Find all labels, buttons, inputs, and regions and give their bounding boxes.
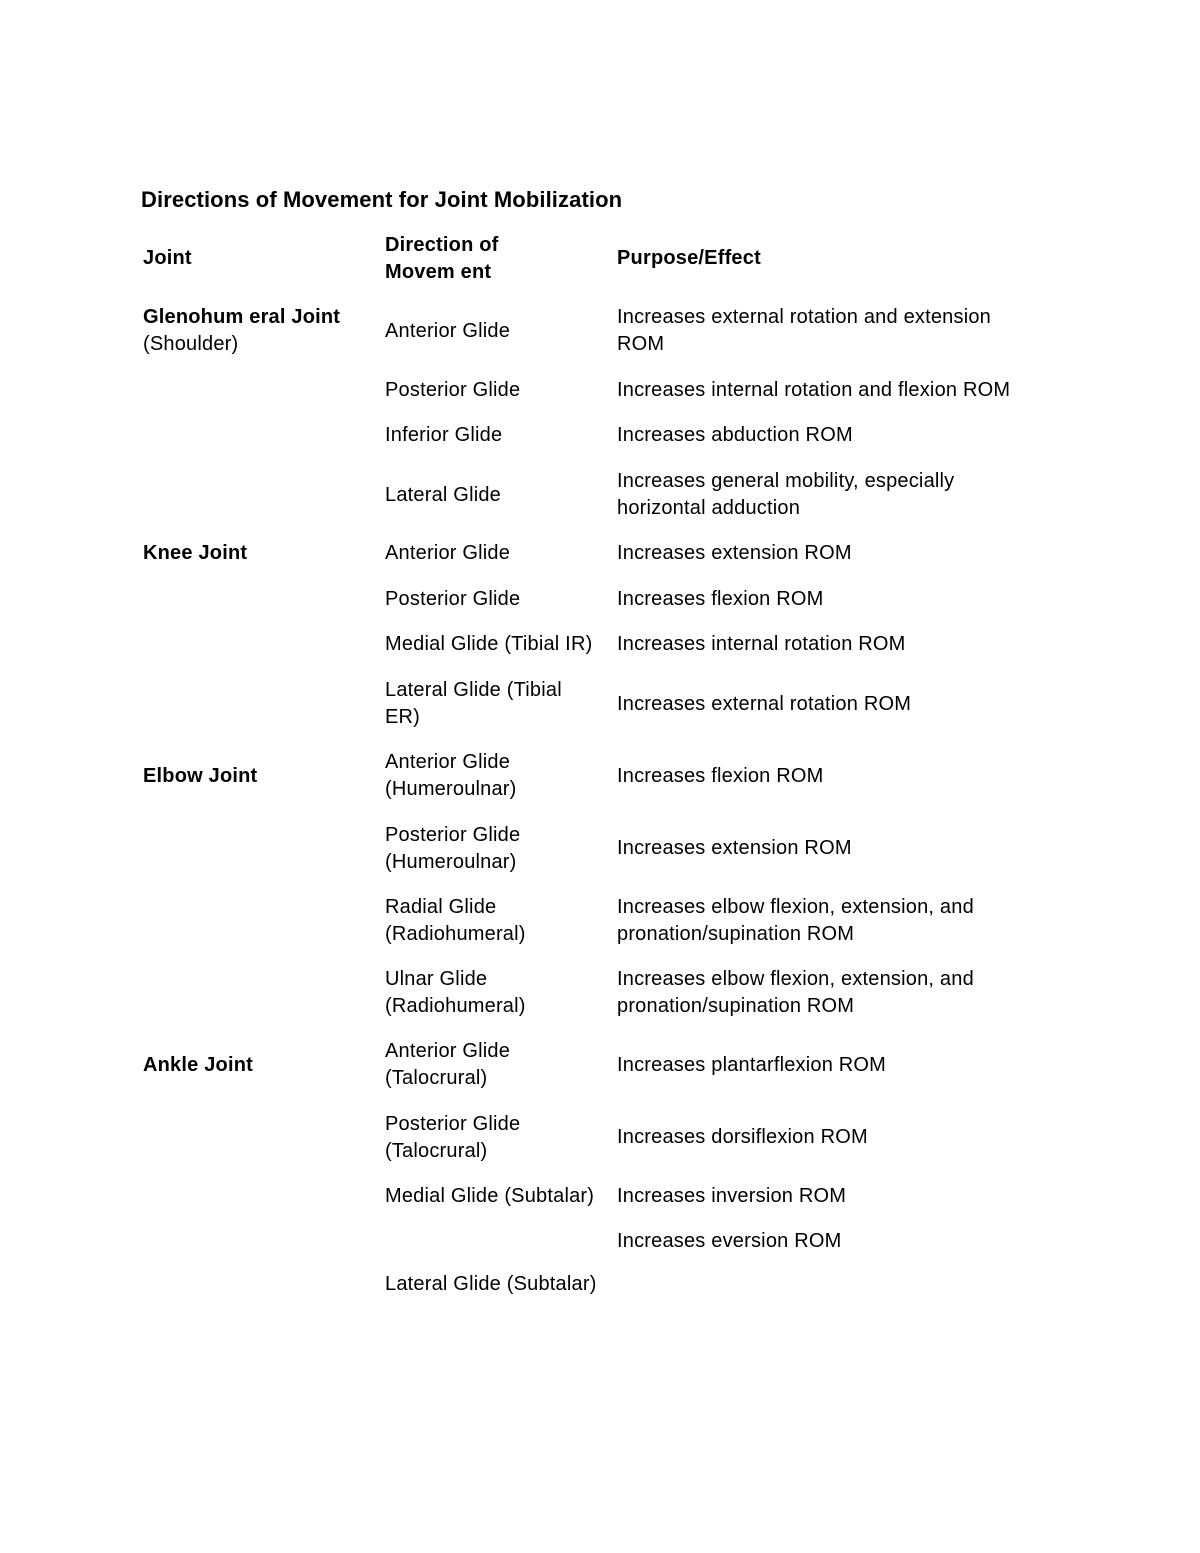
header-direction-line1: Direction of [385, 234, 499, 256]
purpose-line: pronation/supination ROM [617, 923, 855, 945]
direction-cell: Medial Glide (Subtalar) [385, 1185, 595, 1207]
direction-cell: Inferior Glide [385, 424, 503, 446]
direction-cell [385, 966, 610, 1020]
direction-cell [385, 894, 610, 948]
direction-line: (Radiohumeral) [385, 995, 526, 1017]
header-direction [385, 232, 610, 286]
purpose-line: Increases elbow flexion, extension, and [617, 968, 974, 990]
joint-subtitle: (Shoulder) [143, 333, 239, 355]
purpose-cell: Increases plantarflexion ROM [617, 1054, 887, 1076]
purpose-line: Increases elbow flexion, extension, and [617, 896, 974, 918]
direction-cell: Lateral Glide (Subtalar) [385, 1273, 597, 1295]
direction-cell [385, 1038, 610, 1092]
direction-line: (Radiohumeral) [385, 923, 526, 945]
header-purpose: Purpose/Effect [617, 247, 761, 269]
direction-cell [385, 749, 610, 803]
direction-line: (Humeroulnar) [385, 778, 517, 800]
direction-cell: Anterior Glide [385, 542, 511, 564]
purpose-cell [617, 304, 1057, 358]
direction-cell: Medial Glide (Tibial IR) [385, 633, 593, 655]
purpose-cell: Increases external rotation ROM [617, 693, 912, 715]
header-direction-line2: Movem ent [385, 261, 492, 283]
direction-line: Lateral Glide (Tibial [385, 679, 562, 701]
direction-cell [385, 822, 610, 876]
joint-name: Elbow Joint [143, 765, 258, 787]
purpose-cell: Increases dorsiflexion ROM [617, 1126, 868, 1148]
purpose-line: Increases external rotation and extension [617, 306, 991, 328]
purpose-cell: Increases flexion ROM [617, 588, 824, 610]
purpose-line: pronation/supination ROM [617, 995, 855, 1017]
document-title: Directions of Movement for Joint Mobilization [141, 187, 623, 212]
direction-line: (Talocrural) [385, 1140, 488, 1162]
purpose-cell: Increases extension ROM [617, 542, 852, 564]
direction-line: Posterior Glide [385, 824, 521, 846]
purpose-cell: Increases flexion ROM [617, 765, 824, 787]
purpose-cell [617, 966, 1057, 1020]
joint-name: Knee Joint [143, 542, 248, 564]
purpose-cell: Increases internal rotation ROM [617, 633, 906, 655]
purpose-cell: Increases internal rotation and flexion ROM [617, 379, 1011, 401]
direction-cell [385, 677, 610, 731]
direction-line: Ulnar Glide [385, 968, 488, 990]
direction-line: Posterior Glide [385, 1113, 521, 1135]
purpose-line: ROM [617, 333, 665, 355]
joint-name: Glenohum eral Joint [143, 306, 341, 328]
purpose-cell: Increases eversion ROM [617, 1230, 842, 1252]
header-joint: Joint [143, 247, 192, 269]
direction-cell [385, 1111, 610, 1165]
direction-line: (Talocrural) [385, 1067, 488, 1089]
direction-cell: Lateral Glide [385, 484, 501, 506]
direction-line: ER) [385, 706, 421, 728]
purpose-cell: Increases abduction ROM [617, 424, 853, 446]
purpose-cell: Increases inversion ROM [617, 1185, 847, 1207]
direction-line: Radial Glide [385, 896, 497, 918]
joint-name: Ankle Joint [143, 1054, 253, 1076]
direction-cell: Anterior Glide [385, 320, 511, 342]
direction-line: Anterior Glide [385, 1040, 511, 1062]
purpose-line: Increases general mobility, especially [617, 470, 955, 492]
purpose-cell [617, 894, 1057, 948]
direction-line: Anterior Glide [385, 751, 511, 773]
purpose-cell: Increases extension ROM [617, 837, 852, 859]
direction-cell: Posterior Glide [385, 379, 521, 401]
purpose-line: horizontal adduction [617, 497, 801, 519]
direction-cell: Posterior Glide [385, 588, 521, 610]
purpose-cell [617, 468, 1057, 522]
direction-line: (Humeroulnar) [385, 851, 517, 873]
joint-cell [143, 304, 373, 358]
